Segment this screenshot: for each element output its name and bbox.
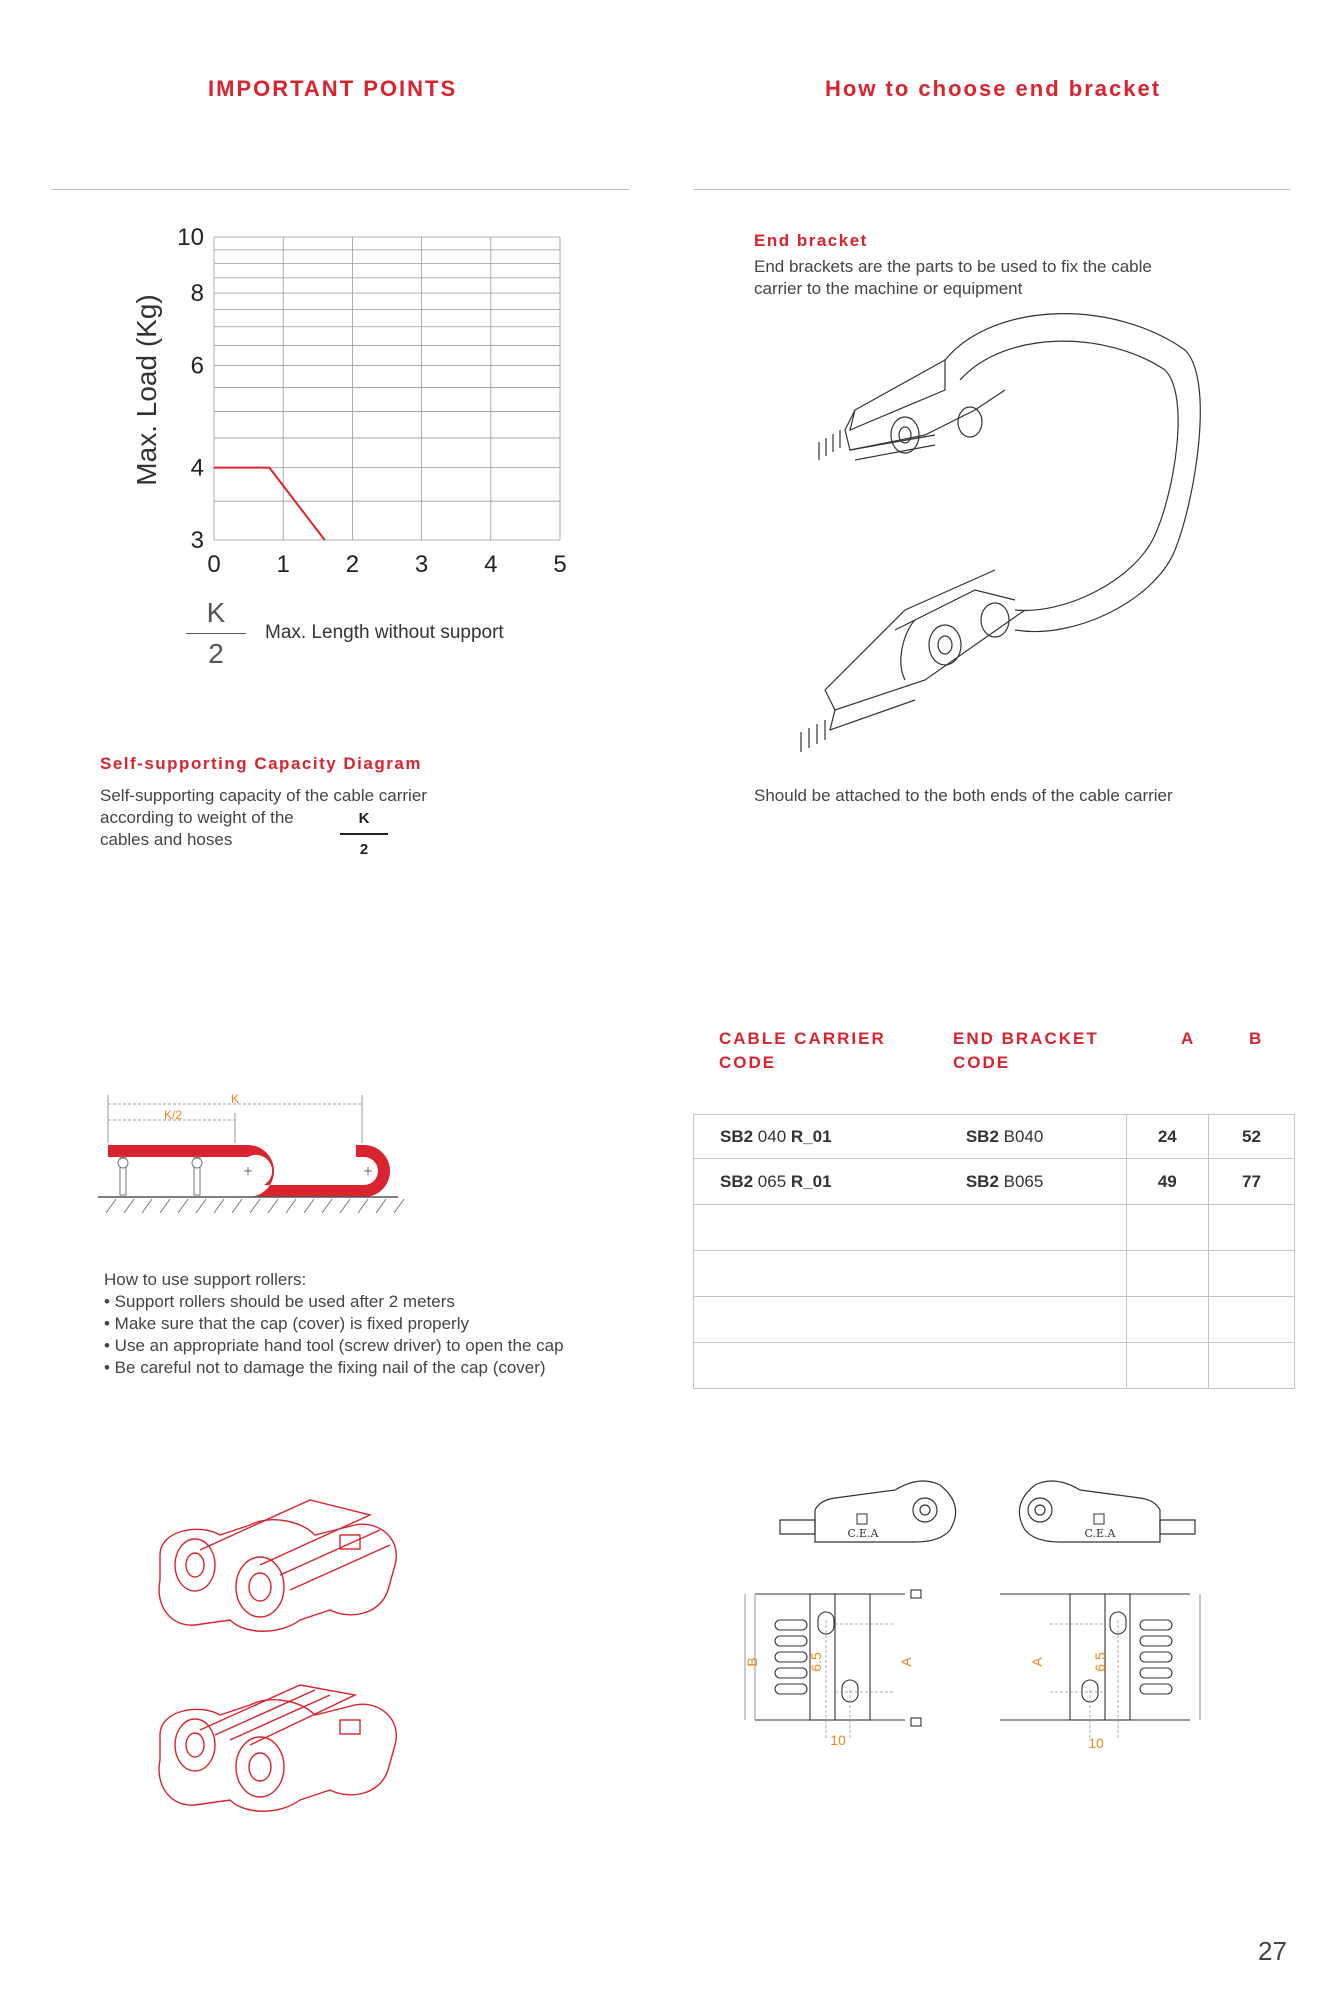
end-bracket-title: End bracket <box>754 231 868 250</box>
end-bracket-desc <box>754 256 1152 300</box>
rollers-text <box>104 1269 564 1379</box>
table-header-carrier <box>719 1027 886 1075</box>
x-tick-label: 5 <box>553 551 567 578</box>
right-divider <box>693 189 1290 190</box>
ground-hatch-line <box>160 1199 170 1213</box>
table-header-b: B <box>1249 1029 1264 1048</box>
dim-k-label: K <box>230 1092 240 1106</box>
cea-logo-icon <box>1094 1514 1104 1524</box>
b-value-cell: 52 <box>1208 1115 1294 1159</box>
bracket-front-view-left <box>735 1580 965 1760</box>
ground-hatch-line <box>250 1199 260 1213</box>
table-row-empty <box>694 1205 1295 1251</box>
carrier-code-cell: SB2 040 R_01 <box>694 1115 940 1159</box>
capacity-title: Self-supporting Capacity Diagram <box>100 754 422 773</box>
dim-b-left: B <box>744 1657 760 1667</box>
bracket-code-cell: SB2 B040 <box>940 1115 1126 1159</box>
ground-hatch-line <box>340 1199 350 1213</box>
end-bracket-heading: How to choose end bracket <box>825 76 1162 101</box>
dim-k2-label: K/2 <box>163 1108 183 1122</box>
ground-hatch-line <box>142 1199 152 1213</box>
left-divider <box>52 189 629 190</box>
chain-link-illustration <box>140 1495 430 1875</box>
capacity-frac-num: K <box>358 810 370 827</box>
y-tick-label: 6 <box>190 352 204 380</box>
ground-hatch-line <box>214 1199 224 1213</box>
ground-hatch-line <box>286 1199 296 1213</box>
capacity-line-1: Self-supporting capacity of the cable carrier <box>100 786 427 805</box>
ground-hatch-line <box>196 1199 206 1213</box>
capacity-line-3: cables and hoses <box>100 830 233 849</box>
capacity-frac-bar <box>340 833 388 835</box>
table-row-empty <box>694 1343 1295 1389</box>
end-bracket-line-2: carrier to the machine or equipment <box>754 279 1023 298</box>
end-bracket-line-1: End brackets are the parts to be used to fix the cable <box>754 257 1152 276</box>
rollers-bullet-2: • Make sure that the cap (cover) is fixed properly <box>104 1314 469 1333</box>
logo-text-left: C.E.A <box>847 1527 879 1540</box>
ground-hatch-line <box>106 1199 116 1213</box>
cea-logo-icon <box>857 1514 867 1524</box>
dim-10-left: 10 <box>830 1732 846 1748</box>
bracket-side-view-left <box>775 1470 975 1550</box>
ground-hatch-line <box>178 1199 188 1213</box>
ground-hatch-line <box>268 1199 278 1213</box>
table-row-empty <box>694 1297 1295 1343</box>
page-number: 27 <box>1258 1936 1287 1966</box>
a-value-cell: 24 <box>1126 1115 1208 1159</box>
header-carrier-line-1: CABLE CARRIER <box>719 1029 886 1048</box>
dim-a-right: A <box>1029 1657 1045 1667</box>
k2-numerator: K <box>206 597 226 628</box>
dim-a-left: A <box>898 1657 914 1667</box>
carrier-code-cell: SB2 065 R_01 <box>694 1159 940 1205</box>
x-tick-label: 1 <box>276 551 290 578</box>
y-tick-label: 3 <box>190 527 204 554</box>
important-points-heading: IMPORTANT POINTS <box>208 76 458 101</box>
header-bracket-line-1: END BRACKET <box>953 1029 1099 1048</box>
bracket-side-view-right <box>1000 1470 1200 1550</box>
bracket-front-view-right <box>990 1580 1220 1760</box>
rollers-title: How to use support rollers: <box>104 1270 307 1289</box>
x-axis-label: Max. Length without support <box>265 622 504 643</box>
ground-hatch-line <box>232 1199 242 1213</box>
cable-carrier-illustration <box>795 300 1215 760</box>
dim-10-right: 10 <box>1088 1735 1104 1751</box>
fraction-bar <box>186 633 246 634</box>
ground-hatch-line <box>376 1199 386 1213</box>
capacity-line-2: according to weight of the <box>100 808 294 827</box>
bracket-code-cell: SB2 B065 <box>940 1159 1126 1205</box>
rollers-bullet-3: • Use an appropriate hand tool (screw driver) to open the cap <box>104 1336 564 1355</box>
capacity-frac-den: 2 <box>359 841 369 858</box>
k2-fraction <box>186 597 246 670</box>
table-row-empty <box>694 1251 1295 1297</box>
header-bracket-line-2: CODE <box>953 1053 1011 1072</box>
table-header-bracket <box>953 1027 1099 1075</box>
x-tick-label: 3 <box>414 551 429 578</box>
ground-hatch-line <box>394 1199 404 1213</box>
header-carrier-line-2: CODE <box>719 1053 777 1072</box>
x-tick-label: 4 <box>484 551 498 578</box>
chart-grid <box>214 237 560 540</box>
x-tick-label: 0 <box>207 551 221 578</box>
k2-denominator: 2 <box>208 638 224 669</box>
support-roller-diagram <box>98 1085 418 1215</box>
dim-65-right: 6.5 <box>1092 1652 1108 1672</box>
table-row <box>694 1159 1295 1205</box>
y-tick-label: 4 <box>190 454 204 482</box>
rollers-bullet-1: • Support rollers should be used after 2 meters <box>104 1292 455 1311</box>
logo-text-right: C.E.A <box>1084 1527 1116 1540</box>
a-value-cell: 49 <box>1126 1159 1208 1205</box>
chart-series-line <box>214 468 325 540</box>
table-row <box>694 1115 1295 1159</box>
ground-hatch-line <box>358 1199 368 1213</box>
table-header-a: A <box>1181 1029 1196 1048</box>
rollers-bullet-4: • Be careful not to damage the fixing nail of the cap (cover) <box>104 1358 546 1377</box>
b-value-cell: 77 <box>1208 1159 1294 1205</box>
ground-hatch-line <box>124 1199 134 1213</box>
ground-hatch-line <box>322 1199 332 1213</box>
y-axis-label: Max. Load (Kg) <box>131 294 162 486</box>
end-bracket-table <box>693 1114 1295 1389</box>
end-bracket-note: Should be attached to the both ends of the cable carrier <box>754 786 1173 805</box>
y-tick-label: 8 <box>190 280 204 308</box>
x-tick-label: 2 <box>345 551 360 578</box>
ground-hatch-line <box>304 1199 314 1213</box>
capacity-fraction <box>340 810 388 858</box>
dim-65-left: 6.5 <box>808 1652 824 1672</box>
y-tick-label: 10 <box>177 224 204 251</box>
